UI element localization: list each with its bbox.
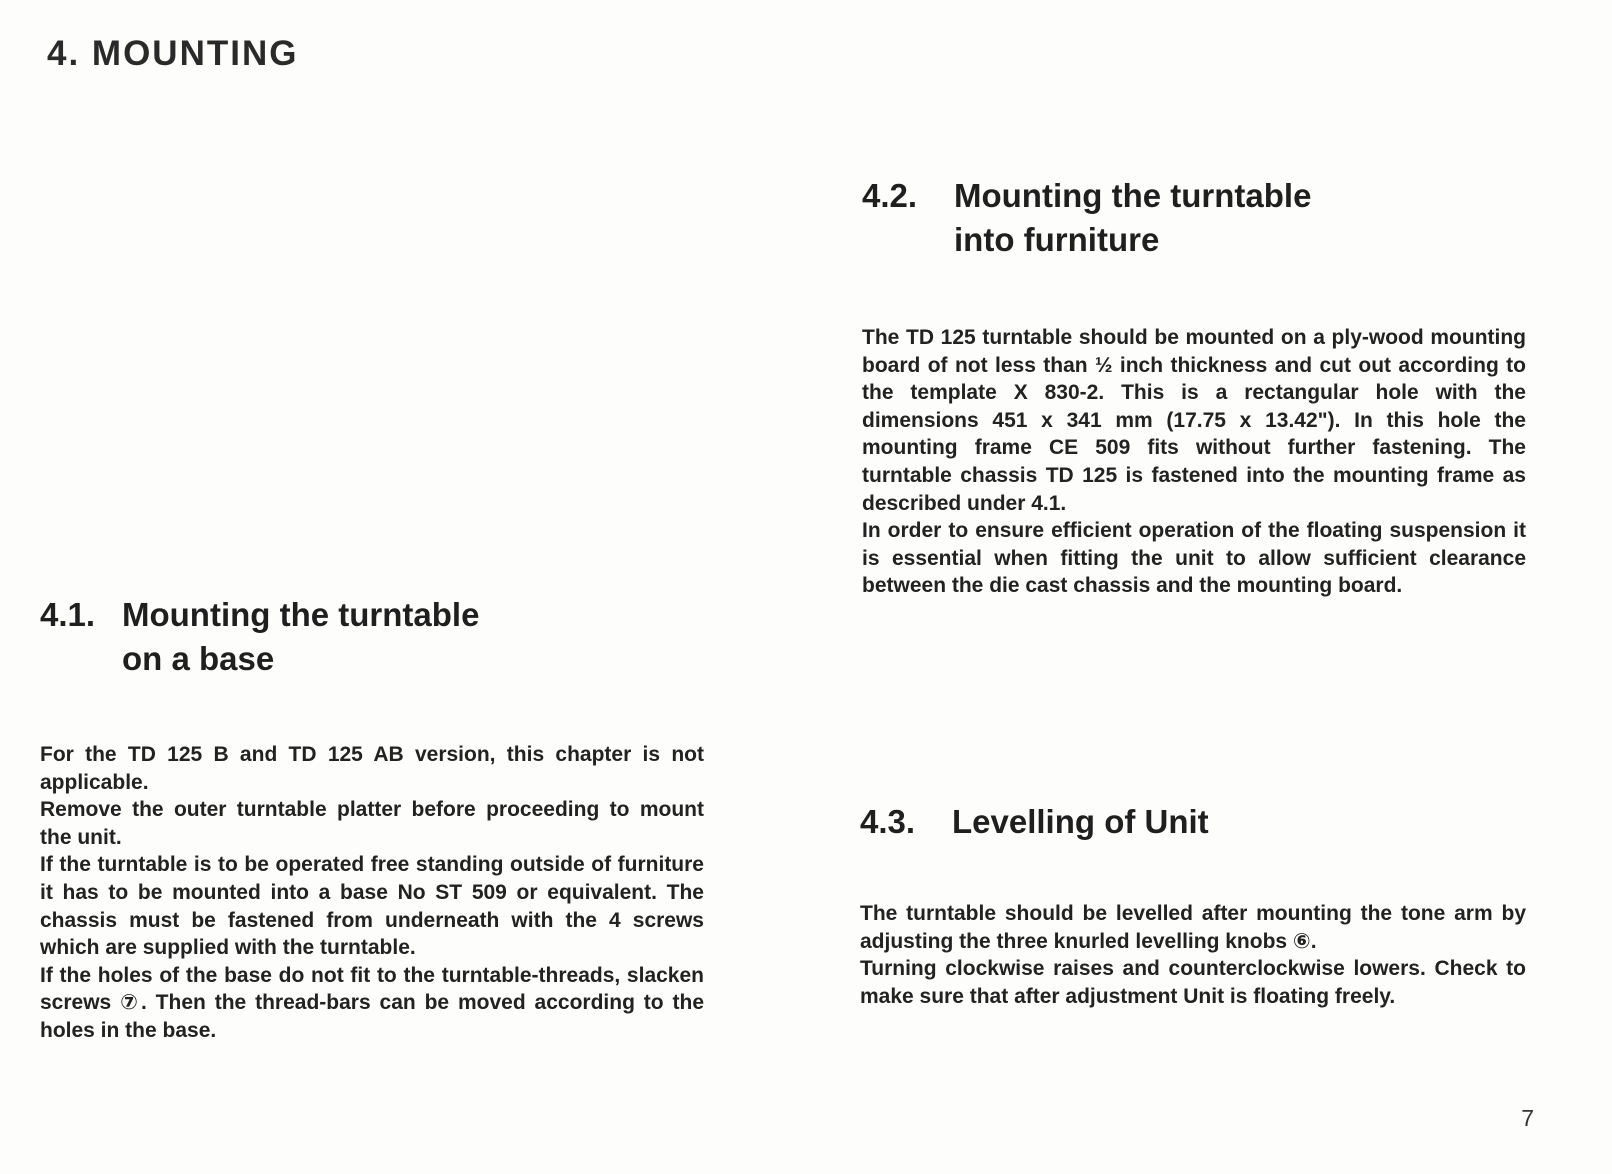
section-4-1-paragraph: Remove the outer turntable platter before proceeding to mount the unit. [40, 798, 704, 849]
section-4-1-paragraph: If the turntable is to be operated free standing outside of furniture it has to be mounted into a base No ST 509 or equivalent. The chassis must be fastened from underneath with the 4 screws which are supplied with the turntable. [40, 853, 704, 960]
section-4-2-paragraph: The TD 125 turntable should be mounted on a ply-wood mounting board of not less than ½ inch thickness and cut out according to the template X 830-2. This is a rectangular hole with the dimensions 451 x 341 mm (17.75 x 13.42"). In this hole the mounting frame CE 509 fits without further fastening. The turntable chassis TD 125 is fastened into the mounting frame as described under 4.1. [862, 326, 1526, 515]
section-4-2-body [862, 324, 1526, 600]
section-4-2-title-line2: into furniture [954, 221, 1160, 258]
section-4-2-title-line1: Mounting the turntable [954, 177, 1312, 214]
section-4-2-number: 4.2. [862, 177, 918, 214]
section-4-3-heading [860, 800, 1540, 844]
section-4-1-number: 4.1. [40, 596, 96, 633]
section-4-1-heading [40, 593, 660, 681]
section-4-3-number: 4.3. [860, 803, 916, 840]
page-number: 7 [1521, 1105, 1534, 1131]
section-4-3 [860, 800, 1540, 1010]
section-4-3-body [860, 900, 1526, 1010]
chapter-title: 4. MOUNTING [47, 34, 299, 73]
section-4-3-title: Levelling of Unit [952, 803, 1209, 840]
section-4-2 [862, 174, 1542, 600]
section-4-1-paragraph: If the holes of the base do not fit to the turntable-threads, slacken screws ⑦. Then the thread-bars can be moved according to the holes in the base. [40, 963, 704, 1042]
section-4-1 [40, 593, 720, 1045]
section-4-3-paragraph: The turntable should be levelled after mounting the tone arm by adjusting the three knurled levelling knobs ⑥. [860, 902, 1526, 953]
section-4-1-title-line2: on a base [122, 640, 275, 677]
section-4-1-title-line1: Mounting the turntable [122, 596, 480, 633]
section-4-2-heading [862, 174, 1542, 262]
section-4-3-paragraph: Turning clockwise raises and counterclockwise lowers. Check to make sure that after adjustment Unit is floating freely. [860, 957, 1526, 1008]
section-4-2-paragraph: In order to ensure efficient operation of the floating suspension it is essential when fitting the unit to allow sufficient clearance between the die cast chassis and the mounting board. [862, 519, 1526, 598]
section-4-1-body [40, 741, 704, 1045]
section-4-1-paragraph: For the TD 125 B and TD 125 AB version, this chapter is not applicable. [40, 743, 704, 794]
